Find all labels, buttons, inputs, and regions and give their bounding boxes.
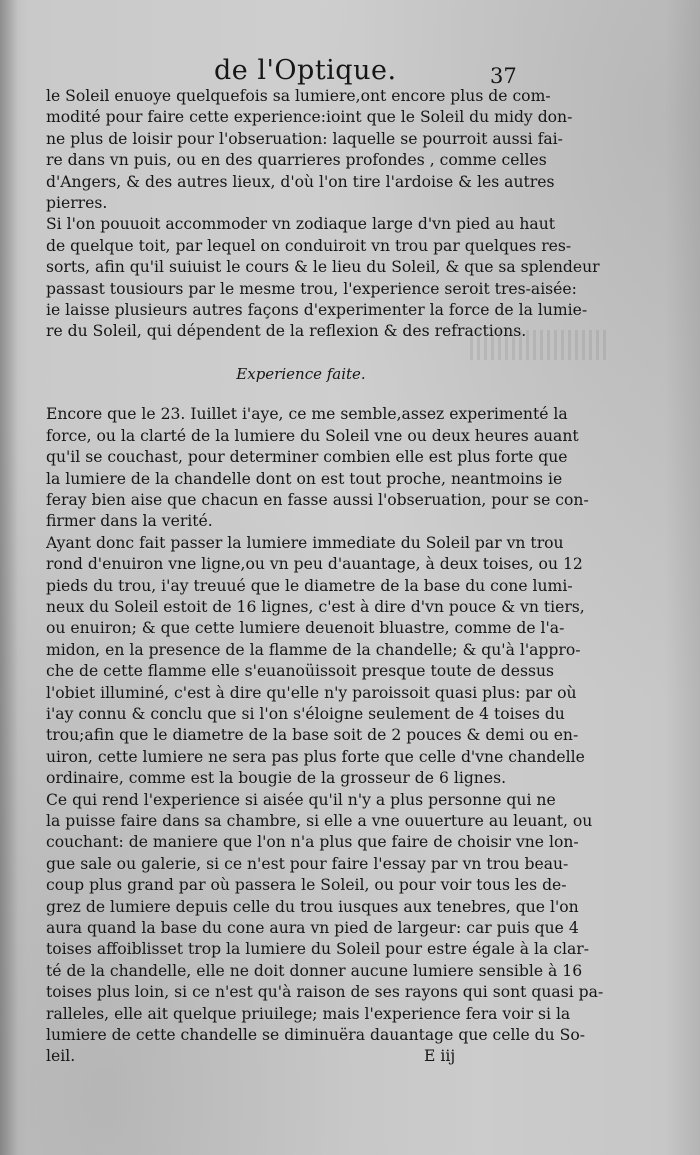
text-line: l'obiet illuminé, c'est à dire qu'elle n'y paroissoit quasi plus: par où — [46, 683, 577, 702]
paragraph-5 — [46, 790, 604, 1047]
text-line: le Soleil enuoye quelquefois sa lumiere,ont encore plus de com- — [46, 87, 551, 105]
text-line: Ayant donc fait passer la lumiere immediate du Soleil par vn trou — [46, 533, 564, 552]
main-text — [46, 86, 604, 1068]
text-line: ne plus de loisir pour l'obseruation: laquelle se pourroit aussi fai- — [46, 129, 563, 148]
text-line: qu'il se couchast, pour determiner combien elle est plus forte que — [46, 448, 568, 467]
text-line: sorts, afin qu'il suiuist le cours & le lieu du Soleil, & que sa splendeur — [46, 258, 600, 277]
paragraph-3 — [46, 404, 589, 532]
text-line: Si l'on pouuoit accommoder vn zodiaque large d'vn pied au haut — [46, 215, 556, 234]
text-line: la lumiere de la chandelle dont on est tout proche, neantmoins ie — [46, 469, 563, 488]
text-line: uiron, cette lumiere ne sera pas plus forte que celle d'vne chandelle — [46, 747, 585, 766]
text-line: ou enuiron; & que cette lumiere deuenoit bluastre, comme de l'a- — [46, 619, 565, 638]
text-line: firmer dans la verité. — [46, 512, 213, 531]
text-line: pierres. — [46, 194, 108, 213]
text-line: lumiere de cette chandelle se diminuëra dauantage que celle du So- — [46, 1026, 586, 1045]
section-heading: Experience faite. — [236, 364, 366, 383]
final-text-line: leil. — [46, 1047, 76, 1066]
text-line: neux du Soleil estoit de 16 lignes, c'est à dire d'vn pouce & vn tiers, — [46, 597, 585, 616]
text-line: toises plus loin, si ce n'est qu'à raison de ses rayons qui sont quasi pa- — [46, 983, 604, 1002]
text-line: de quelque toit, par lequel on conduiroit vn trou par quelques res- — [46, 236, 572, 255]
text-line: ordinaire, comme est la bougie de la grosseur de 6 lignes. — [46, 769, 507, 788]
text-line: force, ou la clarté de la lumiere du Soleil vne ou deux heures auant — [46, 426, 579, 445]
text-line: grez de lumiere depuis celle du trou iusques aux tenebres, que l'on — [46, 897, 579, 916]
paragraph-1 — [46, 86, 573, 214]
text-line: coup plus grand par où passera le Soleil, ou pour voir tous les de- — [46, 876, 567, 895]
text-line: trou;afin que le diametre de la base soit de 2 pouces & demi ou en- — [46, 726, 579, 745]
text-line: pieds du trou, i'ay treuué que le diametre de la base du cone lumi- — [46, 576, 573, 595]
text-line: i'ay connu & conclu que si l'on s'éloigne seulement de 4 toises du — [46, 704, 565, 723]
text-line: ie laisse plusieurs autres façons d'experimenter la force de la lumie- — [46, 301, 588, 320]
text-line: passast tousiours par le mesme trou, l'experience seroit tres-aisée: — [46, 279, 577, 298]
text-line: ralleles, elle ait quelque priuilege; mais l'experience fera voir si la — [46, 1004, 571, 1023]
text-line: toises affoiblisset trop la lumiere du Soleil pour estre égale à la clar- — [46, 940, 590, 959]
text-line: modité pour faire cette experience:ioint que le Soleil du midy don- — [46, 108, 573, 127]
text-line: che de cette flamme elle s'euanoüissoit presque toute de dessus — [46, 662, 555, 681]
text-line: re dans vn puis, ou en des quarrieres profondes , comme celles — [46, 151, 547, 170]
page-number: 37 — [490, 64, 517, 88]
text-line: la puisse faire dans sa chambre, si elle a vne ouuerture au leuant, ou — [46, 812, 593, 830]
text-line: gue sale ou galerie, si ce n'est pour faire l'essay par vn trou beau- — [46, 854, 569, 873]
paragraph-2 — [46, 214, 600, 342]
footer-line — [46, 1046, 520, 1068]
signature-mark: E iij — [424, 1047, 456, 1066]
text-line: rond d'enuiron vne ligne,ou vn peu d'auantage, à deux toises, ou 12 — [46, 555, 583, 574]
running-head — [0, 54, 700, 90]
text-line: couchant: de maniere que l'on n'a plus que faire de choisir vne lon- — [46, 833, 579, 852]
paragraph-4 — [46, 533, 585, 790]
text-line: té de la chandelle, elle ne doit donner aucune lumiere sensible à 16 — [46, 961, 583, 980]
text-line: d'Angers, & des autres lieux, d'où l'on tire l'ardoise & les autres — [46, 172, 555, 191]
text-line: midon, en la presence de la flamme de la chandelle; & qu'à l'appro- — [46, 640, 581, 659]
text-line: re du Soleil, qui dépendent de la reflexion & des refractions. — [46, 322, 527, 341]
text-line: Ce qui rend l'experience si aisée qu'il n'y a plus personne qui ne — [46, 790, 556, 809]
text-line: feray bien aise que chacun en fasse aussi l'obseruation, pour se con- — [46, 490, 589, 509]
text-line: Encore que le 23. Iuillet i'aye, ce me semble,assez experimenté la — [46, 405, 568, 424]
running-title: de l'Optique. — [214, 55, 397, 86]
gutter-shadow — [0, 0, 18, 1155]
text-line: aura quand la base du cone aura vn pied de largeur: car puis que 4 — [46, 919, 579, 938]
